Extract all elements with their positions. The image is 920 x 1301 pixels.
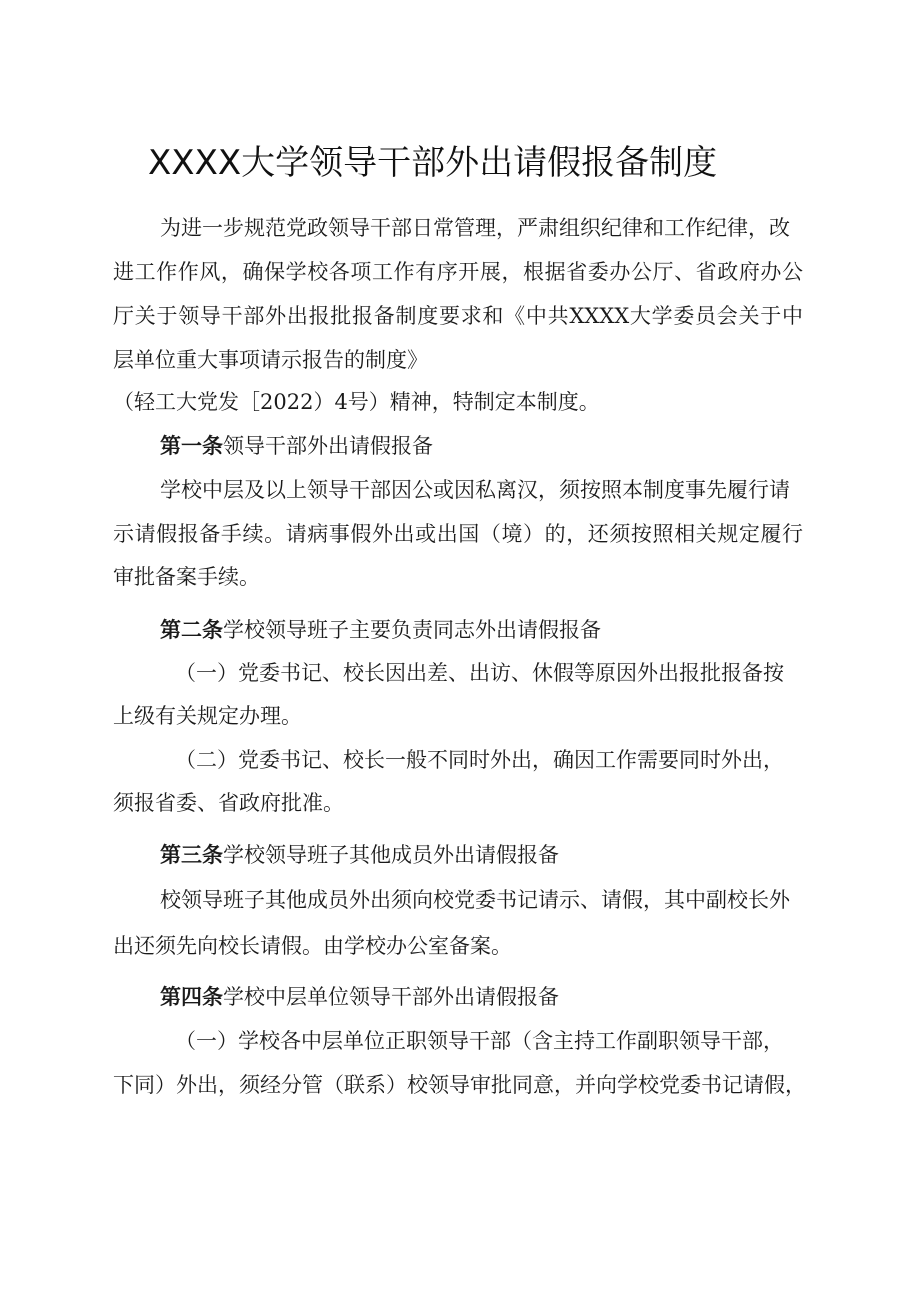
intro-line-4: 层单位重大事项请示报告的制度》 (113, 348, 428, 372)
intro-line-1: 为进一步规范党政领导干部日常管理，严肃组织纪律和工作纪律，改 (160, 216, 790, 240)
article-3-line-2: 出还须先向校长请假。由学校办公室备案。 (113, 934, 512, 958)
article-2-title: 学校领导班子主要负责同志外出请假报备 (223, 618, 601, 642)
article-4-heading (160, 982, 559, 1012)
article-2-item-2-line-2: 须报省委、省政府批准。 (113, 791, 344, 815)
article-1-line-2: 示请假报备手续。请病事假外出或出国（境）的，还须按照相关规定履行 (113, 522, 803, 546)
article-3-heading (160, 840, 559, 870)
article-2-item-1-line-1: （一）党委书记、校长因出差、出访、休假等原因外出报批报备按 (175, 661, 784, 685)
article-3-line-1: 校领导班子其他成员外出须向校党委书记请示、请假，其中副校长外 (160, 888, 790, 912)
article-3-label: 第三条 (160, 843, 223, 867)
intro-line-2: 进工作作风，确保学校各项工作有序开展，根据省委办公厅、省政府办公 (113, 260, 803, 284)
intro-line-5: （轻工大党发［2022）4号）精神，特制定本制度。 (113, 390, 600, 414)
article-4-item-1-line-2: 下同）外出，须经分管（联系）校领导审批同意，并向学校党委书记请假， (113, 1073, 806, 1097)
article-3-title: 学校领导班子其他成员外出请假报备 (223, 843, 559, 867)
article-1-line-1: 学校中层及以上领导干部因公或因私离汉，须按照本制度事先履行请 (160, 478, 790, 502)
article-4-title: 学校中层单位领导干部外出请假报备 (223, 985, 559, 1009)
document-title: XXXX大学领导干部外出请假报备制度 (148, 143, 718, 183)
article-2-item-1-line-2: 上级有关规定办理。 (113, 704, 302, 728)
article-2-label: 第二条 (160, 618, 223, 642)
intro-line-3: 厅关于领导干部外出报批报备制度要求和《中共XXXX大学委员会关于中 (113, 304, 803, 328)
article-1-title: 领导干部外出请假报备 (223, 434, 433, 458)
article-2-item-2-line-1: （二）党委书记、校长一般不同时外出，确因工作需要同时外出， (175, 748, 784, 772)
article-4-item-1-line-1: （一）学校各中层单位正职领导干部（含主持工作副职领导干部， (175, 1029, 784, 1053)
article-2-heading (160, 615, 601, 645)
article-4-label: 第四条 (160, 985, 223, 1009)
article-1-line-3: 审批备案手续。 (113, 565, 260, 589)
article-1-label: 第一条 (160, 434, 223, 458)
article-1-heading (160, 431, 433, 461)
